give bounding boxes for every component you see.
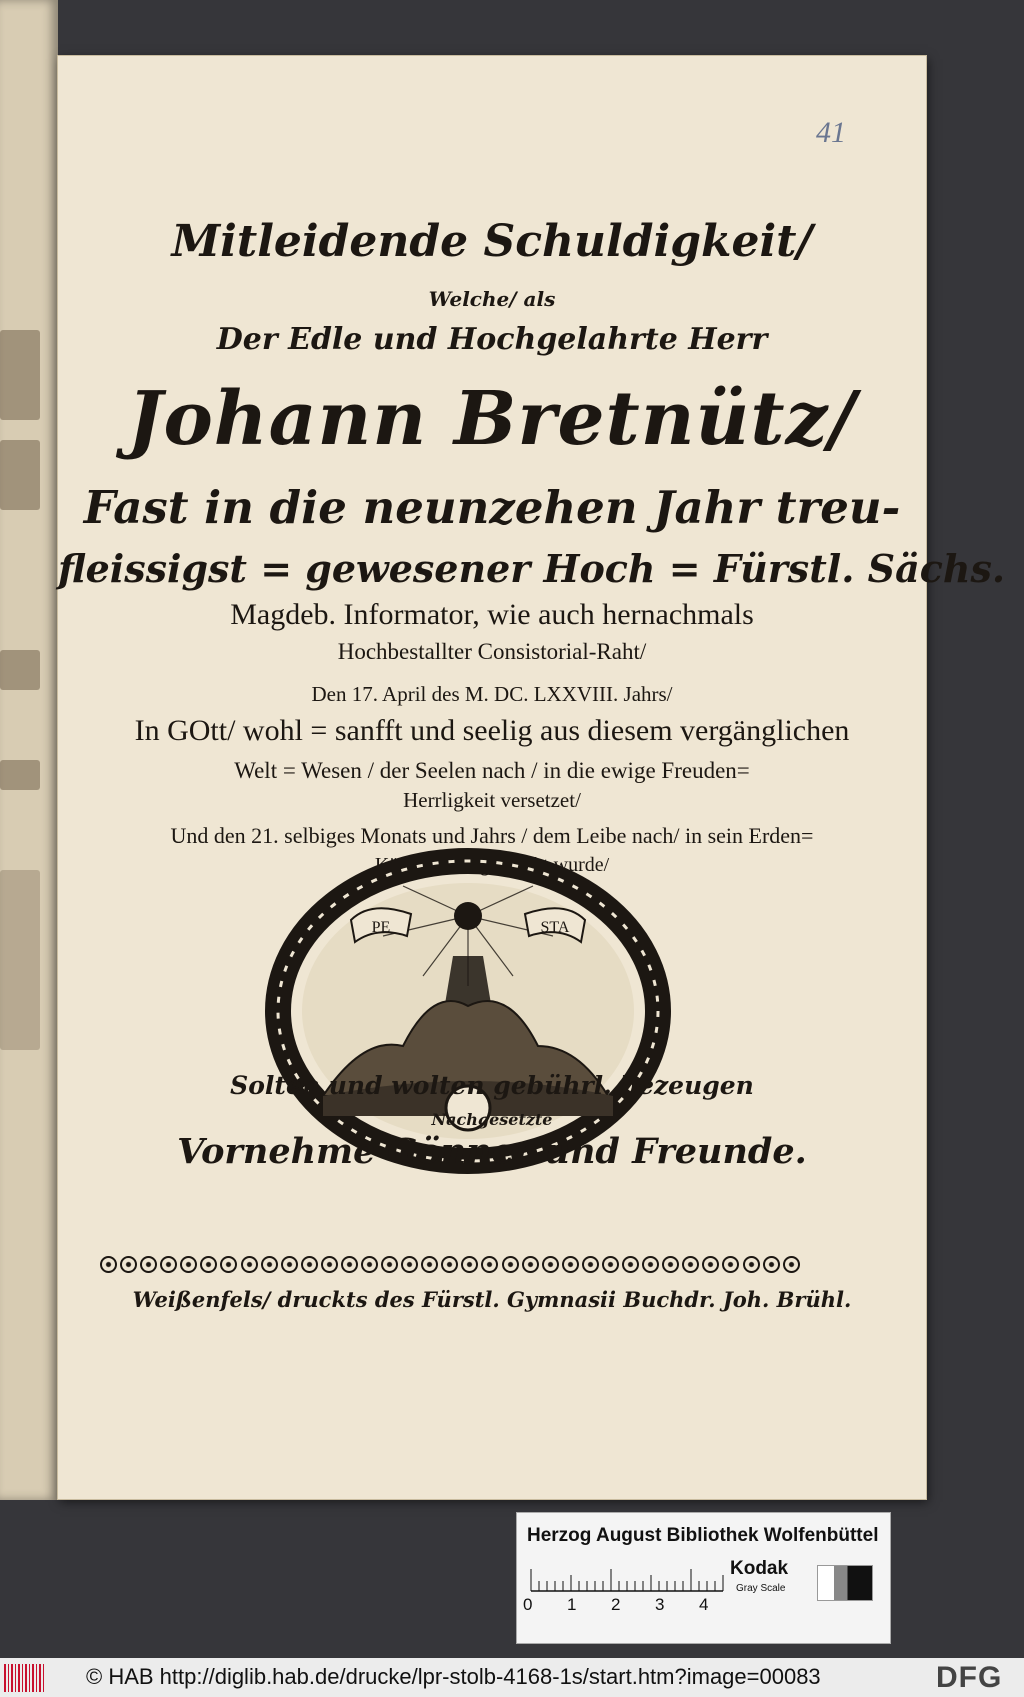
line-und21: Und den 21. selbiges Monats und Jahrs / dem Leibe nach/ in sein Erden=: [170, 823, 814, 848]
title-line: Mitleidende Schuldigkeit/: [171, 216, 813, 267]
library-name: Herzog August Bibliothek Wolfenbüttel: [527, 1525, 879, 1546]
ruler-number: 0: [523, 1595, 533, 1614]
previous-page-edge: [0, 0, 58, 1500]
emblem-right-banner: STA: [540, 919, 570, 936]
line-solten: Solten und wolten gebührl. bezeugen: [230, 1071, 754, 1100]
ruler-number: 4: [699, 1595, 709, 1614]
line-vornehme: Vornehme Gönner und Freunde.: [177, 1131, 807, 1172]
ornament-border: [100, 1256, 800, 1276]
line-weltwesen: Welt = Wesen / der Seelen nach / in die ewige Freuden=: [234, 758, 750, 783]
line-hochbestallter: Hochbestallter Consistorial-Raht/: [337, 639, 647, 664]
kodak-brand: Kodak: [730, 1558, 789, 1579]
line-herr: Der Edle und Hochgelahrte Herr: [216, 322, 768, 357]
title-page: [58, 56, 1006, 1499]
line-fast: Fast in die neunzehen Jahr treu-: [83, 481, 901, 534]
line-fleissigst: fleissigst = gewesener Hoch = Fürstl. Sächs.: [58, 546, 1006, 591]
footer-bar: [0, 1658, 1024, 1697]
color-calibration-card: [516, 1512, 891, 1644]
gray-scale-label: Gray Scale: [736, 1583, 786, 1594]
scale-ruler: [527, 1561, 727, 1593]
gray-scale-swatch: [817, 1565, 873, 1601]
printer-imprint: Weißenfels/ druckts des Fürstl. Gymnasii Buchdr. Joh. Brühl.: [132, 1287, 852, 1312]
ruler-number: 2: [611, 1595, 621, 1614]
emblem-left-banner: PE: [371, 919, 391, 936]
line-herrligkeit: Herrligkeit versetzet/: [403, 788, 581, 812]
deceased-name: Johann Bretnütz/: [127, 376, 857, 462]
barcode-icon: [4, 1664, 46, 1692]
line-welche: Welche/ als: [428, 287, 556, 311]
dfg-logo: DFG: [936, 1661, 1003, 1694]
line-nachgesetzte: Nachgesetzte: [431, 1110, 553, 1129]
line-kammerlein: Kämmerlein gebracht wurde/: [374, 854, 610, 876]
line-date: Den 17. April des M. DC. LXXVIII. Jahrs/: [311, 682, 673, 706]
folio-number: 41: [816, 116, 846, 149]
line-ingott: In GOtt/ wohl = sanfft und seelig aus diesem vergänglichen: [134, 714, 850, 747]
source-link[interactable]: © HAB http://diglib.hab.de/drucke/lpr-stolb-4168-1s/start.htm?image=00083: [86, 1664, 821, 1689]
ruler-number: 1: [567, 1595, 577, 1614]
line-magdeb: Magdeb. Informator, wie auch hernachmals: [230, 598, 754, 631]
ruler-number: 3: [655, 1595, 665, 1614]
